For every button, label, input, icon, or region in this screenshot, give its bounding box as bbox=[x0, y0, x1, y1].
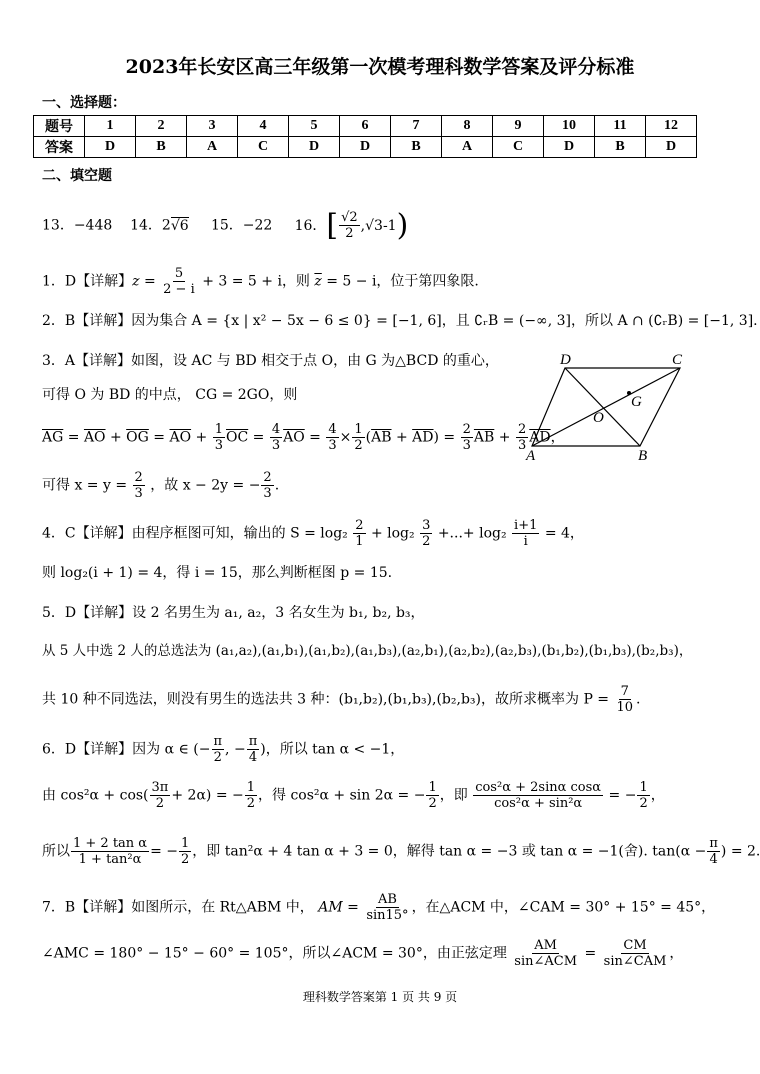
answer-15: 15．−22 bbox=[210, 217, 273, 234]
solution-3-line3: $\overline{AG} = \overline{AO} + \overline{OG} = \overline{AO}$ + $\frac{1}{3}$ $\overline{OC}$ = $\frac{4}{3}$ $\overline{AO}$ = $\frac{4}{3}$ × $\frac{1}{2}$ $(\overline{AB} + \overline{AD})$ = $\frac{2}{3}$ $\overline{AB}$ + $\frac{2}{3}$ $\overline{AD}$， bbox=[42, 422, 565, 453]
solution-5-line1: 5．D【详解】设 2 名男生为 a₁, a₂，3 名女生为 b₁, b₂, b₃， bbox=[42, 605, 425, 621]
fill-answers bbox=[42, 207, 409, 243]
answer-cell: C bbox=[493, 137, 544, 158]
section-choice-heading: 一、选择题： bbox=[42, 95, 126, 111]
question-number-cell: 8 bbox=[442, 116, 493, 137]
section-fill-heading: 二、填空题 bbox=[42, 168, 112, 184]
label-B: B bbox=[638, 448, 648, 464]
answer-14: 14．2√6 bbox=[130, 217, 189, 234]
answer-cell: B bbox=[136, 137, 187, 158]
question-number-cell: 3 bbox=[187, 116, 238, 137]
solution-5-line3: 共 10 种不同选法，则没有男生的选法共 3 种：(b₁,b₂),(b₁,b₃),(b₂,b₃)，故所求概率为 P = $\frac{7}{10}$ . bbox=[42, 684, 641, 715]
page-footer: 理科数学答案第 1 页 共 9 页 bbox=[302, 990, 458, 1004]
answer-table bbox=[33, 115, 697, 158]
solution-2: 2．B【详解】因为集合 A = {x | x² − 5x − 6 ≤ 0} = [−1, 6]，且 ∁ᵣB = (−∞, 3]，所以 A ∩ (∁ᵣB) = [−1, 3]. bbox=[42, 313, 758, 329]
answer-cell: D bbox=[289, 137, 340, 158]
table-row-answers bbox=[34, 137, 697, 158]
question-number-cell: 11 bbox=[595, 116, 646, 137]
label-G: G bbox=[631, 394, 642, 410]
answer-cell: A bbox=[187, 137, 238, 158]
question-number-cell: 5 bbox=[289, 116, 340, 137]
label-O: O bbox=[593, 410, 604, 426]
solution-5-line2: 从 5 人中选 2 人的总选法为 (a₁,a₂),(a₁,b₁),(a₁,b₂),(a₁,b₃),(a₂,b₁),(a₂,b₂),(a₂,b₃),(b₁,b₂),(b₁,b₃),(b₂,b₃)， bbox=[42, 643, 693, 659]
solution-7-line2: ∠AMC = 180° − 15° − 60° = 105°，所以∠ACM = 30°，由正弦定理 $\frac{AM}{\text{sin∠ACM}}$ = $\frac{CM}{\text{sin∠CAM}}$ ， bbox=[42, 938, 684, 969]
page-title: 2023年长安区高三年级第一次模考理科数学答案及评分标准 bbox=[125, 56, 635, 78]
answer-cell: D bbox=[646, 137, 697, 158]
question-number-cell: 12 bbox=[646, 116, 697, 137]
question-number-cell: 6 bbox=[340, 116, 391, 137]
answer-cell: C bbox=[238, 137, 289, 158]
solution-3-line2: 可得 O 为 BD 的中点， CG = 2GO，则 bbox=[42, 387, 298, 403]
solution-3-line1: 3．A【详解】如图，设 AC 与 BD 相交于点 O，由 G 为△BCD 的重心， bbox=[42, 353, 499, 369]
label-C: C bbox=[672, 352, 683, 368]
answer-cell: D bbox=[544, 137, 595, 158]
question-number-cell: 4 bbox=[238, 116, 289, 137]
parallelogram-figure bbox=[520, 350, 700, 465]
solution-4-line1: 4．C【详解】由程序框图可知，输出的 S = log₂ $\frac{2}{1}$ + log₂ $\frac{3}{2}$ +...+ log₂ $\frac{i+1}{i}$ = 4， bbox=[42, 518, 584, 549]
solution-6-line3: 所以 $\frac{\text{1 + 2 tan α}}{\text{1 + tan²α}}$ = − $\frac{1}{2}$ ，即 tan²α + 4 tan α + 3 = 0，解得 tan α = −3 或 tan α = −1(舍). tan(α − $\frac{\pi}{4}$ ) = 2. bbox=[42, 836, 760, 867]
label-A: A bbox=[526, 448, 536, 464]
solution-1: 1．D【详解】z = $\frac{5}{2 - i}$ + 3 = 5 + i，则 $\overline{z} = 5 - i$，位于第四象限. bbox=[42, 266, 479, 297]
question-number-cell: 2 bbox=[136, 116, 187, 137]
solution-4-line2: 则 log₂(i + 1) = 4，得 i = 15，那么判断框图 p = 15. bbox=[42, 565, 393, 581]
solution-6-line1: 6．D【详解】因为 α ∈ (− $\frac{\pi}{2}$ , − $\frac{\pi}{4}$ )，所以 tan α < −1， bbox=[42, 734, 405, 765]
table-answer-label: 答案 bbox=[34, 137, 85, 158]
answer-cell: D bbox=[340, 137, 391, 158]
table-row-numbers bbox=[34, 116, 697, 137]
question-number-cell: 9 bbox=[493, 116, 544, 137]
answer-cell: B bbox=[391, 137, 442, 158]
question-number-cell: 10 bbox=[544, 116, 595, 137]
answer-13: 13．−448 bbox=[42, 217, 113, 234]
label-D: D bbox=[560, 352, 571, 368]
solution-3-line4: 可得 x = y = $\frac{2}{3}$ ，故 x − 2y = − $\frac{2}{3}$ . bbox=[42, 470, 280, 501]
question-number-cell: 7 bbox=[391, 116, 442, 137]
answer-cell: D bbox=[85, 137, 136, 158]
solution-7-line1: 7．B【详解】如图所示，在 Rt△ABM 中， AM = $\frac{AB}{\sin 15^\circ}$ ，在△ACM 中，∠CAM = 30° + 15° = 45°， bbox=[42, 892, 716, 923]
answer-16: 16．[ $\frac{√2}{2}$ ,√3-1) bbox=[294, 207, 409, 243]
answer-cell: B bbox=[595, 137, 646, 158]
solution-6-line2: 由 cos²α + cos( $\frac{3\pi}{2}$ + 2α) = − $\frac{1}{2}$ ，得 cos²α + sin 2α = − $\frac{1}{2}$ ，即 $\frac{\text{cos²α + 2sinα cosα}}{\text{cos²α + sin²α}}$ = − $\frac{1}{2}$ ， bbox=[42, 780, 665, 811]
answer-cell: A bbox=[442, 137, 493, 158]
question-number-cell: 1 bbox=[85, 116, 136, 137]
table-header-label: 题号 bbox=[34, 116, 85, 137]
